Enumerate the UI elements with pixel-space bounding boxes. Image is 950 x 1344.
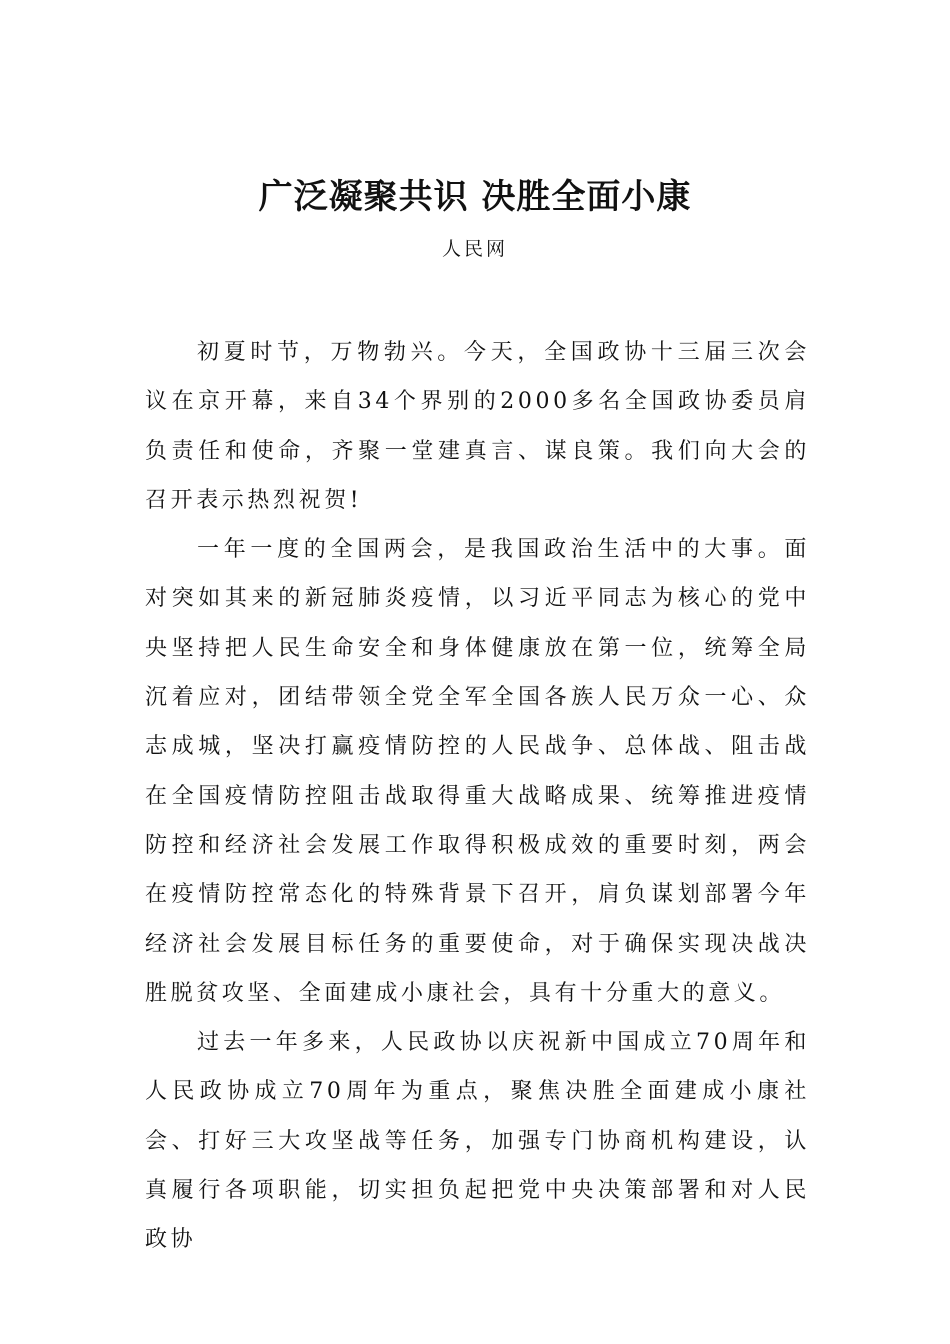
paragraph: 过去一年多来，人民政协以庆祝新中国成立70周年和人民政协成立70周年为重点，聚焦决胜全面建成小康社会、打好三大攻坚战等任务，加强专门协商机构建设，认真履行各项职能，切实担负起把党中央决策部署和对人民政协 (145, 1030, 810, 1253)
article-title: 广泛凝聚共识 决胜全面小康 (258, 177, 692, 217)
article-body (145, 328, 810, 1265)
paragraph: 一年一度的全国两会，是我国政治生活中的大事。面对突如其来的新冠肺炎疫情，以习近平同志为核心的党中央坚持把人民生命安全和身体健康放在第一位，统筹全局沉着应对，团结带领全党全军全国各族人民万众一心、众志成城，坚决打赢疫情防控的人民战争、总体战、阻击战在全国疫情防控阻击战取得重大战略成果、统筹推进疫情防控和经济社会发展工作取得积极成效的重要时刻，两会在疫情防控常态化的特殊背景下召开，肩负谋划部署今年经济社会发展目标任务的重要使命，对于确保实现决战决胜脱贫攻坚、全面建成小康社会，具有十分重大的意义。 (145, 537, 810, 1006)
paragraph: 初夏时节，万物勃兴。今天，全国政协十三届三次会议在京开幕，来自34个界别的2000多名全国政协委员肩负责任和使命，齐聚一堂建真言、谋良策。我们向大会的召开表示热烈祝贺! (145, 340, 810, 513)
article-source: 人民网 (441, 238, 508, 260)
